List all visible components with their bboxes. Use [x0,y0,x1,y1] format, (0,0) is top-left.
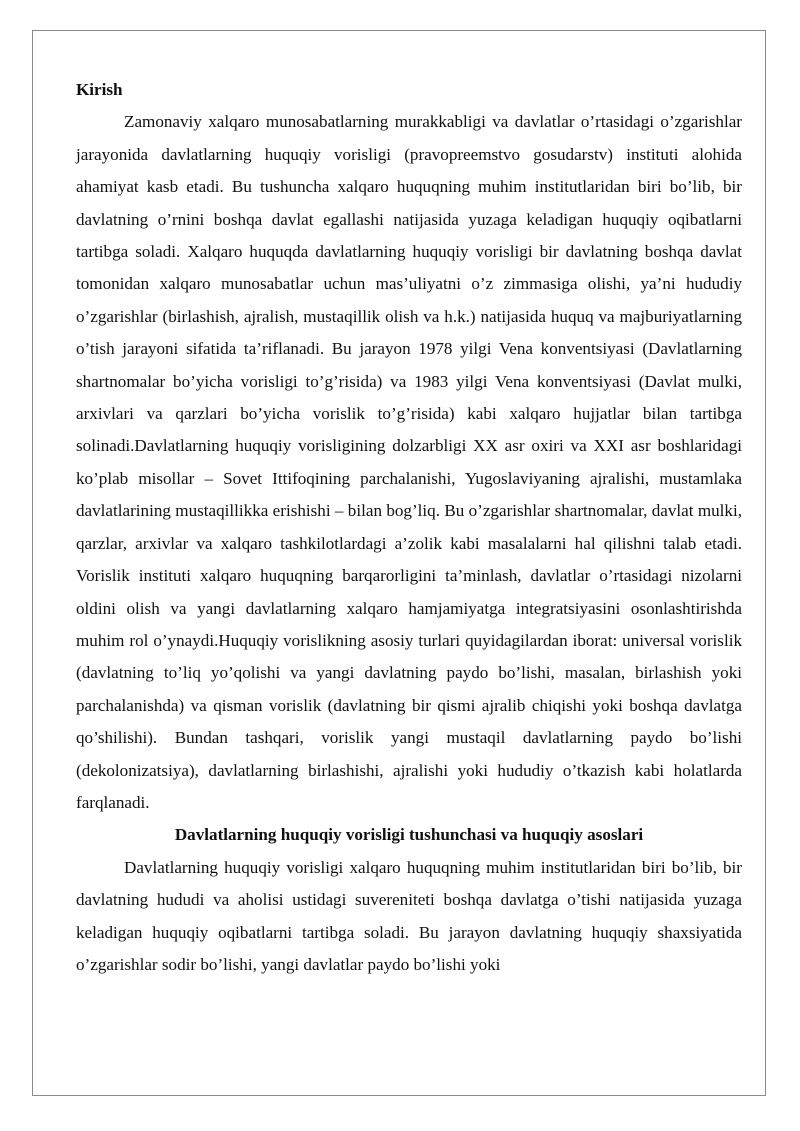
section-paragraph: Davlatlarning huquqiy vorisligi xalqaro huquqning muhim institutlaridan biri bo’lib, bir davlatning hududi va aholisi ustidagi suvereniteti boshqa davlatga o’tishi natijasida yuzaga keladigan huquqiy oqibatlarni tartibga soladi. Bu jarayon davlatning huquqiy shaxsiyatida o’zgarishlar sodir bo’lishi, yangi davlatlar paydo bo’lishi yoki [76,857,742,974]
document-body [76,74,742,981]
section-title: Davlatlarning huquqiy vorisligi tushunchasi va huquqiy asoslari [174,825,644,845]
intro-paragraph: Zamonaviy xalqaro munosabatlarning murakkabligi va davlatlar o’rtasidagi o’zgarishlar jarayonida davlatlarning huquqiy vorisligi (pravopreemstvo gosudarstv) instituti alohida ahamiyat kasb etadi. Bu tushuncha xalqaro huquqning muhim institutlaridan biri bo’lib, bir davlatning o’rnini boshqa davlat egallashi natijasida yuzaga keladigan huquqiy oqibatlarni tartibga soladi. Xalqaro huquqda davlatlarning huquqiy vorisligi bir davlatning boshqa davlat tomonidan xalqaro munosabatlar uchun mas’uliyatni o’z zimmasiga olishi, ya’ni hududiy o’zgarishlar (birlashish, ajralish, mustaqillik olish va h.k.) natijasida huquq va majburiyatlarning o’tish jarayoni sifatida ta’riflanadi. Bu jarayon 1978 yilgi Vena konventsiyasi (Davlatlarning shartnomalar bo’yicha vorisligi to’g’risida) va 1983 yilgi Vena konventsiyasi (Davlat mulki, arxivlari va qarzlari bo’yicha vorislik to’g’risida) kabi xalqaro hujjatlar bilan tartibga solinadi.Davlatlarning huquqiy vorisligining dolzarbligi XX asr oxiri va XXI asr boshlaridagi ko’plab misollar – Sovet Ittifoqining parchalanishi, Yugoslaviyaning ajralishi, mustamlaka davlatlarining mustaqillikka erishishi – bilan bog’liq. Bu o’zgarishlar shartnomalar, davlat mulki, qarzlar, arxivlar va xalqaro tashkilotlardagi a’zolik kabi masalalarni hal qilishni talab etadi. Vorislik instituti xalqaro huquqning barqarorligini ta’minlash, davlatlar o’rtasidagi nizolarni oldini olish va yangi davlatlarning xalqaro hamjamiyatga integratsiyasini osonlashtirishda muhim rol o’ynaydi.Huquqiy vorislikning asosiy turlari quyidagilardan iborat: universal vorislik (davlatning to’liq yo’qolishi va yangi davlatning paydo bo’lishi, masalan, birlashish yoki parchalanishda) va qisman vorislik (davlatning bir qismi ajralib chiqishi yoki boshqa davlatga qo’shilishi). Bundan tashqari, vorislik yangi mustaqil davlatlarning paydo bo’lishi (dekolonizatsiya), davlatlarning birlashishi, ajralishi yoki hududiy o’tkazish kabi holatlarda farqlanadi. [76,112,742,812]
intro-heading: Kirish [76,80,123,99]
